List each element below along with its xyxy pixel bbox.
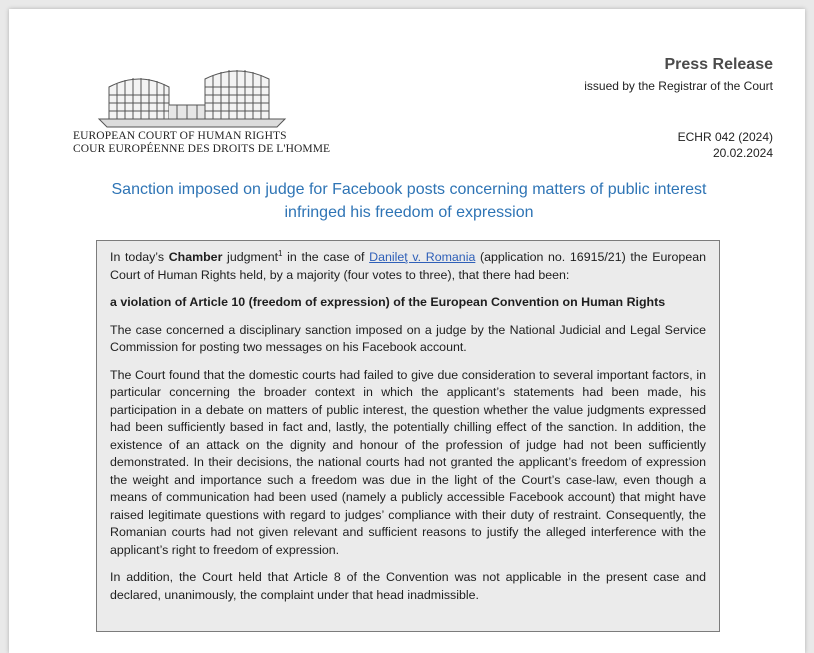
intro-paragraph xyxy=(110,249,706,284)
footnote-marker: 1 xyxy=(278,248,283,258)
chamber-bold: Chamber xyxy=(168,250,223,264)
press-release-page xyxy=(9,9,805,653)
reference-block xyxy=(678,129,773,161)
case-intro: in the case of xyxy=(282,250,370,264)
release-date: 20.02.2024 xyxy=(712,146,773,160)
press-release-title: Press Release xyxy=(664,56,773,73)
violation-text: a violation of Article 10 (freedom of expression) of the European Convention on Human Rights xyxy=(110,295,666,309)
summary-box xyxy=(96,240,720,632)
violation-paragraph xyxy=(110,294,706,312)
court-finding-paragraph: The Court found that the domestic courts had failed to give due consideration to several important factors, in particular concerning the broader context in which the applicant’s statements had been made, his participation in a debate on matters of public interest, the question whether the value judgments expressed had been sufficiently based in fact and, lastly, the potentially chilling effect of the sanction. In addition, the existence of an attack on the dignity and honour of the profession of judge had not been sufficiently demonstrated. In their decisions, the national courts had not granted the applicant’s freedom of expression the weight and importance such a freedom was due in the light of the Court’s case-law, even though a means of communication had been used (namely a publicly accessible Facebook account) that might have raised legitimate questions with regard to judges’ compliance with their duty of restraint. Consequently, the Romanian courts had not given relevant and sufficient reasons to justify the alleged interference with the applicant’s right to freedom of expression. xyxy=(110,367,706,557)
intro-suffix: (application no. 16915/21) the European Court of Human Rights held, by a majority (four votes to three), that there had been: xyxy=(110,250,706,282)
court-name-en: EUROPEAN COURT OF HUMAN RIGHTS xyxy=(73,130,287,142)
headline: Sanction imposed on judge for Facebook posts concerning matters of public interest infringed his freedom of expression xyxy=(111,181,707,221)
reference-number: ECHR 042 (2024) xyxy=(677,130,773,144)
intro-prefix: In today’s xyxy=(110,250,169,264)
issued-by-text: issued by the Registrar of the Court xyxy=(584,79,773,93)
case-paragraph: The case concerned a disciplinary sanction imposed on a judge by the National Judicial and Legal Service Commission for posting two messages on his Facebook account. xyxy=(110,322,706,354)
judgment-word: judgment xyxy=(222,250,279,264)
case-link[interactable]: Danileţ v. Romania xyxy=(369,250,476,264)
article8-paragraph: In addition, the Court held that Article 8 of the Convention was not applicable in the present case and declared, unanimously, the complaint under that head inadmissible. xyxy=(110,570,706,602)
court-building-logo xyxy=(97,65,287,135)
court-name-fr: COUR EUROPÉENNE DES DROITS DE L'HOMME xyxy=(73,143,331,155)
